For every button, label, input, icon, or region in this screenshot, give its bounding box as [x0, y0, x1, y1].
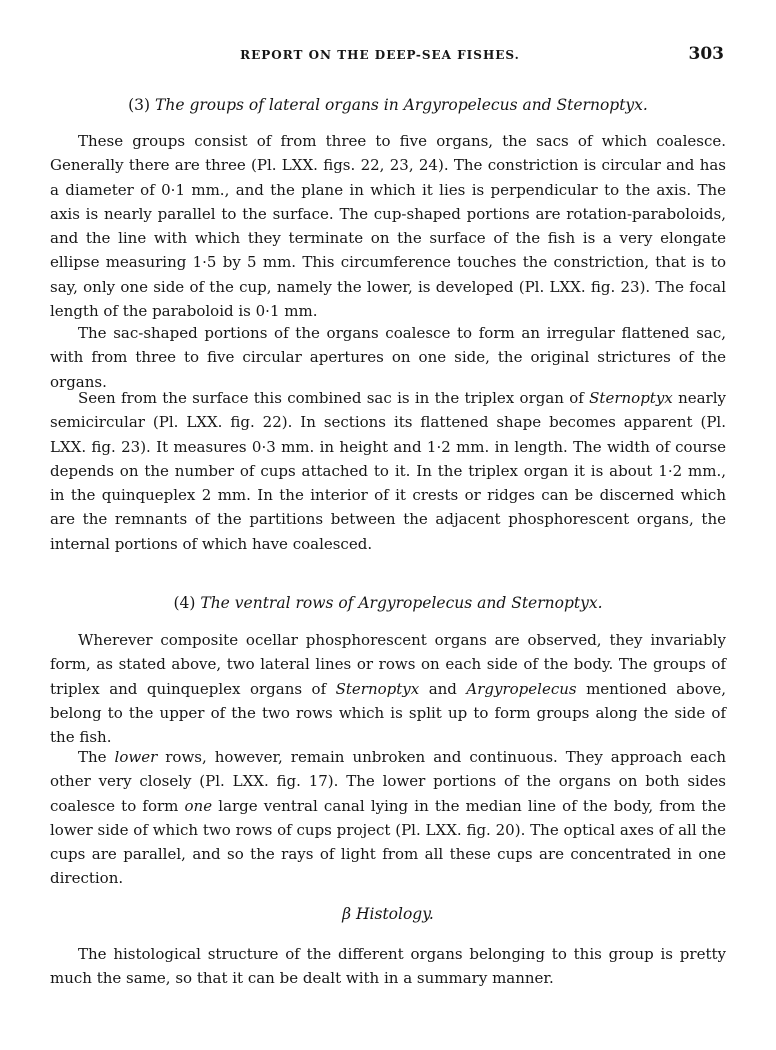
italic-term: Argyropelecus [466, 679, 577, 698]
histology-title: β Histology. [342, 905, 434, 923]
histology-paragraph-1 [50, 942, 726, 991]
text-run: nearly semicircular (Pl. LXX. fig. 22). In sections its flattened shape becomes apparent (Pl. LXX. fig. 23). It measures 0·3 mm. in height and 1·2 mm. in length. The width of course depends on the number of cups attached to it. In the triplex organ it is about 1·2 mm., in the quinqueplex 2 mm. In the interior of it crests or ridges can be discerned which are the remnants of the partitions between the adjacent phosphorescent organs, the internal portions of which have coalesced. [50, 389, 726, 553]
section-4-title: The ventral rows of Argyropelecus and Sternoptyx. [200, 594, 603, 612]
text-run: mentioned above, belong to the upper of the two rows which is split up to form groups along the side of the fish. [50, 679, 726, 747]
text-run: The [78, 748, 115, 766]
section-4-paragraph-2 [50, 745, 726, 891]
section-4-heading [0, 594, 776, 612]
text-run: and [419, 679, 467, 698]
running-title: REPORT ON THE DEEP-SEA FISHES. [240, 48, 520, 62]
section-3-heading [0, 96, 776, 114]
italic-term: Sternoptyx [335, 679, 420, 698]
section-4-number: (4) [173, 594, 196, 612]
text-run: The sac-shaped portions of the organs coalesce to form an irregular flattened sac, with from three to five circular apertures on one side, the original strictures of the organs. [50, 324, 726, 391]
text-run: Wherever composite ocellar phosphorescent organs are observed, they invariably form, as stated above, two lateral lines or rows on each side of the body. The groups of triplex and quinqueplex organs of [50, 631, 726, 698]
text-run: These groups consist of from three to five organs, the sacs of which coalesce. Generally there are three (Pl. LXX. figs. 22, 23, 24). The constriction is circular and has a diameter of 0·1 mm., and the plane in which it lies is perpendicular to the axis. The axis is nearly parallel to the surface. The cup-shaped portions are rotation-paraboloids, and the line with which they terminate on the surface of the fish is a very elongate ellipse measuring 1·5 by 5 mm. This circumference touches the constriction, that is to say, only one side of the cup, namely the lower, is developed (Pl. LXX. fig. 23). The focal length of the paraboloid is 0·1 mm. [50, 132, 726, 321]
section-4-paragraph-1 [50, 628, 726, 749]
section-3-paragraph-1 [50, 129, 726, 323]
histology-heading [0, 905, 776, 923]
section-3-number: (3) [128, 96, 151, 114]
section-3-paragraph-2 [50, 321, 726, 394]
section-3-title: The groups of lateral organs in Argyropelecus and Sternoptyx. [155, 96, 648, 114]
page-number: 303 [688, 44, 724, 64]
text-run: Seen from the surface this combined sac is in the triplex organ of [78, 389, 590, 407]
text-run: large ventral canal lying in the median line of the body, from the lower side of which two rows of cups project (Pl. LXX. fig. 20). The optical axes of all the cups are parallel, and so the rays of light from all these cups are concentrated in one direction. [50, 796, 726, 888]
italic-term: one [184, 796, 213, 815]
italic-term: Sternoptyx [589, 389, 673, 407]
text-run: rows, however, remain unbroken and continuous. They approach each other very closely (Pl. LXX. fig. 17). The lower portions of the organs on both sides coalesce to form [50, 748, 727, 815]
section-3-paragraph-3 [50, 386, 726, 556]
italic-term: lower [114, 748, 158, 766]
text-run: The histological structure of the different organs belonging to this group is pretty much the same, so that it can be dealt with in a summary manner. [50, 945, 726, 988]
